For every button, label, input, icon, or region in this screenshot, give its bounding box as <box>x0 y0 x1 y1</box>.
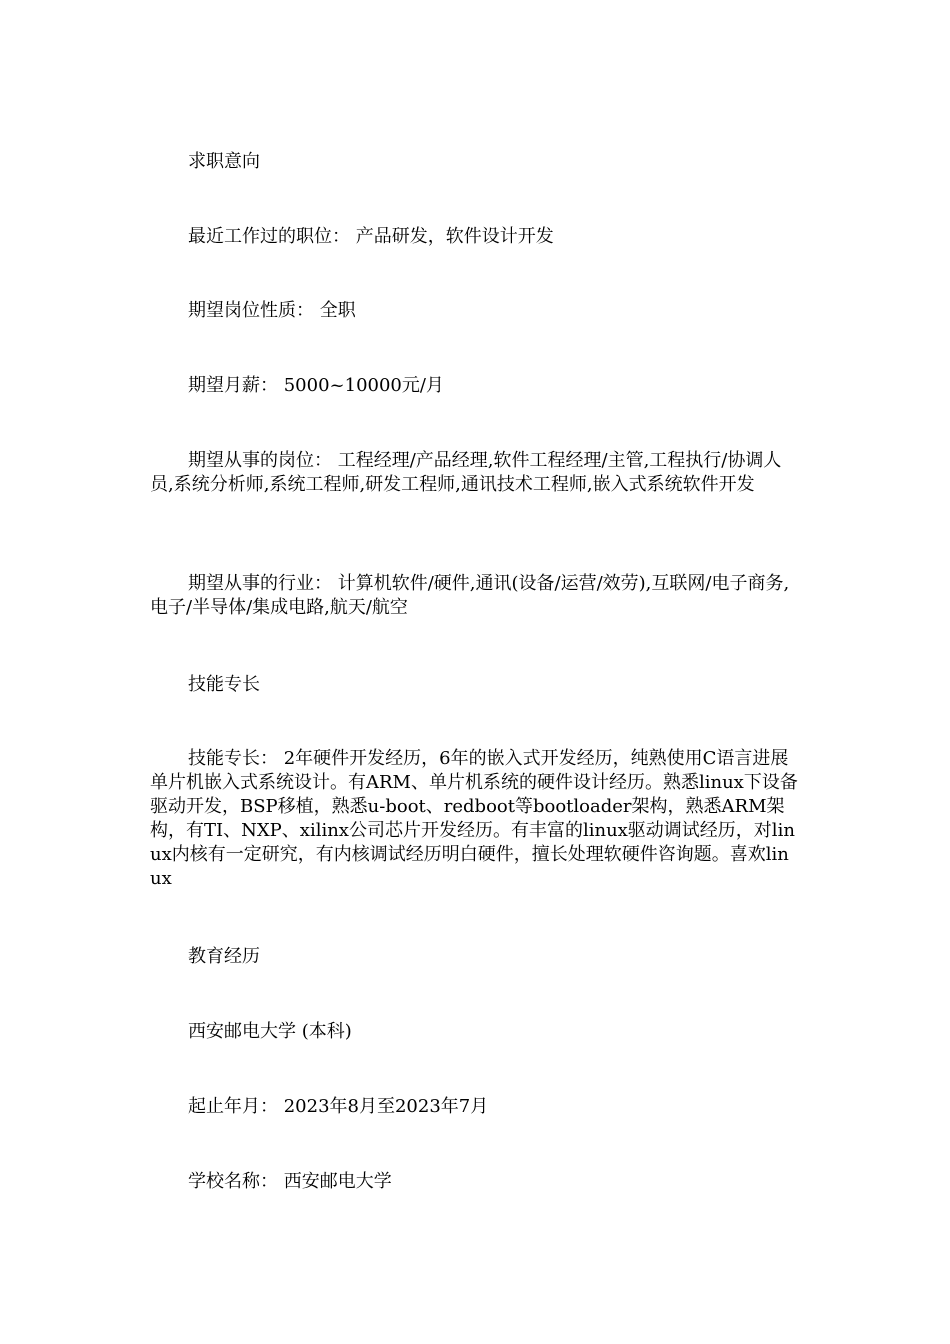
skills-heading: 技能专长 <box>188 674 260 695</box>
intent-heading: 求职意向 <box>188 151 260 172</box>
desired-positions: 期望从事的岗位： 工程经理/产品经理,软件工程经理/主管,工程执行/协调人员,系统分析师,系统工程师,研发工程师,通讯技术工程师,嵌入式系统软件开发 <box>150 450 782 495</box>
study-period: 起止年月： 2023年8月至2023年7月 <box>188 1096 489 1117</box>
recent-position: 最近工作过的职位： 产品研发，软件设计开发 <box>188 226 554 247</box>
education-heading: 教育经历 <box>188 946 260 967</box>
university-name: 西安邮电大学 (本科) <box>188 1021 352 1042</box>
desired-industries: 期望从事的行业： 计算机软件/硬件,通讯(设备/运营/效劳),互联网/电子商务,电子/半导体/集成电路,航天/航空 <box>150 573 790 618</box>
school-name: 学校名称： 西安邮电大学 <box>188 1171 392 1192</box>
skills-text: 技能专长： 2年硬件开发经历，6年的嵌入式开发经历，纯熟使用C语言进展单片机嵌入式系统设计。有ARM、单片机系统的硬件设计经历。熟悉linux下设备驱动开发，BSP移植，熟悉u-boot、redboot等bootloader架构，熟悉ARM架构，有TI、NXP、xilinx公司芯片开发经历。有丰富的linux驱动调试经历，对linux内核有一定研究，有内核调试经历明白硬件，擅长处理软硬件咨询题。喜欢linux <box>150 748 798 889</box>
expected-salary: 期望月薪： 5000~10000元/月 <box>188 375 444 396</box>
job-nature: 期望岗位性质： 全职 <box>188 300 356 321</box>
